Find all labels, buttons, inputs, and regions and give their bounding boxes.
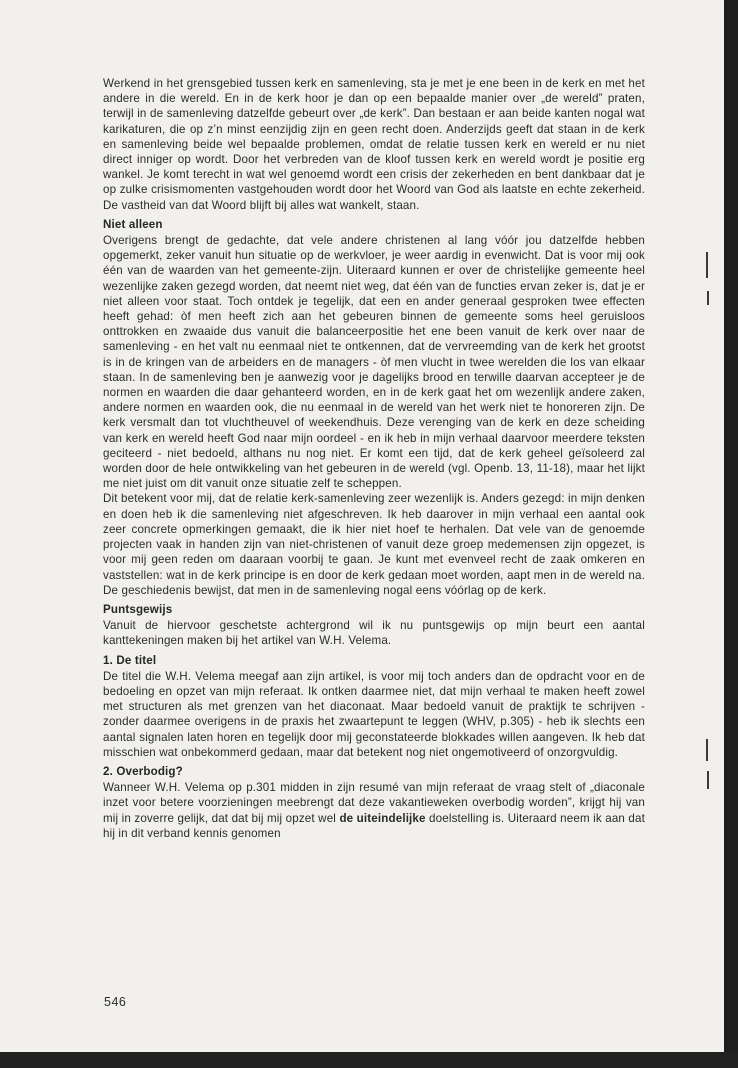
section-heading-puntsgewijs: Puntsgewijs <box>103 602 173 616</box>
paragraph-relatie: Dit betekent voor mij, dat de relatie kerk-samenleving zeer wezenlijk is. Anders gezegd: in mijn denken en doen heb ik die samenleving niet afgeschreven. Ik heb daarover in mijn verhaal een aantal ook zeer concrete opmerkingen gemaakt, die ik hier niet hoef te herhalen. Dat vele van de genoemde projecten vaak in handen zijn van niet-christenen of vanuit deze groep medemensen zijn opgezet, is voor mij geen reden om daaraan voorbij te gaan. Je kunt met evenveel recht de zaak omkeren en vaststellen: wat in de kerk principe is en door de kerk gedaan moet worden, aapt men in de wereld na. De geschiedenis bewijst, dat men in de samenleving nogal eens vóórlag op de kerk. <box>103 492 645 597</box>
paragraph-puntsgewijs: Vanuit de hiervoor geschetste achtergrond wil ik nu puntsgewijs op mijn beurt een aantal kanttekeningen maken bij het artikel van W.H. Velema. <box>103 619 645 648</box>
section-heading-overbodig: 2. Overbodig? <box>103 764 183 778</box>
paragraph-overbodig <box>103 780 645 841</box>
scan-edge-bottom <box>0 1052 738 1068</box>
page-number: 546 <box>104 995 127 1009</box>
section-heading-de-titel: 1. De titel <box>103 653 157 667</box>
paragraph-niet-alleen: Overigens brengt de gedachte, dat vele andere christenen al lang vóór jou datzelfde hebben opgemerkt, zeker vanuit hun situatie op de werkvloer, je weer aardig in evenwicht. Dat is voor mij ook één van de waarden van het gemeente-zijn. Uiteraard kunnen er over de christelijke gemeente heel wezenlijke zaken gezegd worden, dat neemt niet weg, dat één van de functies ervan zeker is, dat je er niet alleen voor staat. Toch ontdek je tegelijk, dat een en ander generaal gesproken twee effecten heeft gehad: òf men heeft zich aan het gebeuren binnen de gemeente soms heel geruisloos onttrokken en zwaaide dus vanuit die balanceerpositie het ene been vanuit de kerk over naar de samenleving - en het valt nu eenmaal niet te ontkennen, dat de vervreemding van de kerk het grootst is in de kringen van de arbeiders en de managers - òf men vlucht in twee werelden die los van elkaar staan. In de samenleving ben je aanwezig voor je dagelijks brood en terwille daarvan accepteer je de normen en waarden die daar gehanteerd worden, en in de kerk gaat het om wezenlijk andere zaken, andere normen en waarden ook, die nu eenmaal in de wereld van het werk niet te honoreren zijn. De kerk versmalt dan tot vluchtheuvel of weekendhuis. Deze verenging van de kerk en deze scheiding van kerk en wereld heeft God naar mijn oordeel - en ik heb in mijn verhaal daarvoor meerdere teksten geciteerd - niet bedoeld, althans nu nog niet. Er komt een tijd, dat de kerk geheel geïsoleerd zal worden door de hele ontwikkeling van het gebeuren in de wereld (vgl. Openb. 13, 11-18), maar het lijkt me niet juist om dit vanuit onze situatie zelf te scheppen. <box>103 234 645 491</box>
paragraph-intro: Werkend in het grensgebied tussen kerk en samenleving, sta je met je ene been in de kerk en met het andere in die wereld. En in de kerk hoor je dan op een bepaalde manier over „de wereld” praten, terwijl in de samenleving datzelfde gebeurt over „de kerk”. Dan bestaan er aan beide kanten nogal wat karikaturen, die op z’n minst eenzijdig zijn en geen recht doen. Anderzijds geeft dat staan in de kerk en samenleving beide wel bepaalde problemen, omdat de relatie tussen kerk en wereld er nu niet direct inniger op wordt. Door het verbreden van de kloof tussen kerk en wereld wordt je positie erg wankel. Je komt terecht in wat wel genoemd wordt een crisis der zekerheden en bent dankbaar dat je op zulke crisismomenten vastgehouden wordt door het Woord van God als laatste en echte zekerheid. De vastheid van dat Woord blijft bij alles wat wankelt, staan. <box>103 77 645 212</box>
scan-edge-right <box>724 0 738 1068</box>
margin-mark <box>707 771 709 789</box>
margin-mark <box>706 252 708 278</box>
margin-mark <box>706 739 708 761</box>
paragraph-overbodig-start: Wanneer W.H. Velema op p.301 midden in zijn resumé van mijn referaat de vraag stelt of „diaconale inzet voor betere voorzieningen meebrengt dat deze vakantieweken overbodig worden”, krijgt hij van mij in zoverre gelijk, dat dat bij mij opzet wel <box>103 781 645 825</box>
paragraph-de-titel: De titel die W.H. Velema meegaf aan zijn artikel, is voor mij toch anders dan de opdracht voor en de bedoeling en opzet van mijn referaat. Ik ontken daarmee niet, dat mijn verhaal te maken heeft zowel met structuren als met grenzen van het diaconaat. Maar bedoeld vanuit de praktijk te schrijven - zonder daarmee overigens in de praxis het zwaartepunt te leggen (WHV, p.305) - heb ik slechts een aantal signalen laten horen en tegelijk door mij geconstateerde blokkades willen aangeven. Ik heb dat misschien wat onbekommerd gedaan, maar dat betekent nog niet ongemotiveerd of onzorgvuldig. <box>103 669 645 759</box>
margin-mark <box>707 291 709 305</box>
article-body <box>103 76 645 841</box>
paragraph-overbodig-end: doelstelling is. Uiteraard neem ik aan dat hij in dit verband kennis genomen <box>103 811 645 840</box>
paragraph-overbodig-emphasis: de uiteindelijke <box>339 811 426 825</box>
section-heading-niet-alleen: Niet alleen <box>103 217 163 231</box>
